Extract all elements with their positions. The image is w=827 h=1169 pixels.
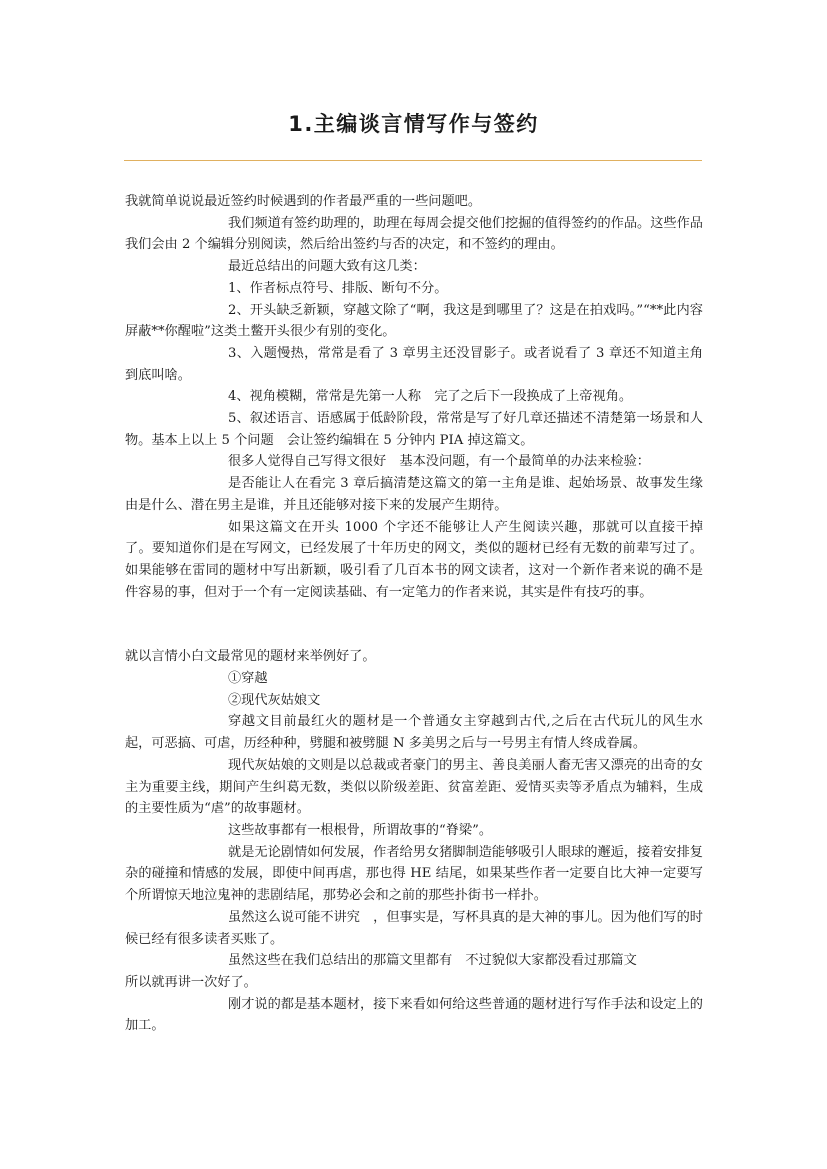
paragraph: 很多人觉得自己写得文很好 基本没问题，有一个最简单的办法来检验： xyxy=(228,454,650,470)
paragraph: 虽然这些在我们总结出的那篇文里都有 不过貌似大家都没看过那篇文 xyxy=(228,953,637,969)
list-item: ①穿越 xyxy=(228,671,268,687)
list-item: 1、作者标点符号、排版、断句不分。 xyxy=(228,280,448,296)
title-divider xyxy=(124,160,702,161)
paragraph: 这些故事都有一根根骨，所谓故事的“脊梁”。 xyxy=(228,822,493,838)
paragraph: 最近总结出的问题大致有这几类： xyxy=(228,259,426,275)
paragraph: 穿越文目前最红火的题材是一个普通女主穿越到古代,之后在古代玩儿的风生水起，可恶搞、可虐，历经种种，劈腿和被劈腿 N 多美男之后与一号男主有情人终成眷属。 xyxy=(125,714,703,752)
paragraph: 虽然这么说可能不讲究 ，但事实是，写杯具真的是大神的事儿。因为他们写的时候已经有很多读者买账了。 xyxy=(125,909,703,947)
paragraph: 我就简单说说最近签约时候遇到的作者最严重的一些问题吧。 xyxy=(125,194,482,209)
list-item: 5、叙述语言、语感属于低龄阶段，常常是写了好几章还描述不清楚第一场景和人物。基本上以上 5 个问题 会让签约编辑在 5 分钟内 PIA 掉这篇文。 xyxy=(125,411,703,448)
paragraph: 所以就再讲一次好了。 xyxy=(125,974,257,990)
paragraph: 现代灰姑娘的文则是以总裁或者豪门的男主、善良美丽人畜无害又漂亮的出奇的女主为重要主线，期间产生纠葛无数，类似以阶级差距、贫富差距、爱情买卖等矛盾点为辅料，生成的主要性质为“虐”的故事题材。 xyxy=(125,757,703,817)
page-title: 1.主编谈言情写作与签约 xyxy=(288,112,539,136)
list-item: 3、入题慢热，常常是看了 3 章男主还没冒影子。或者说看了 3 章还不知道主角到底叫啥。 xyxy=(125,345,703,383)
list-item: ②现代灰姑娘文 xyxy=(228,692,321,708)
paragraph: 刚才说的都是基本题材，接下来看如何给这些普通的题材进行写作手法和设定上的加工。 xyxy=(125,996,703,1034)
paragraph: 就是无论剧情如何发展，作者给男女猪脚制造能够吸引人眼球的邂逅，接着安排复杂的碰撞和情感的发展，即使中间再虐，那也得 HE 结尾，如果某些作者一定要自比大神一定要写个所谓惊天地泣鬼神的悲剧结尾，那势必会和之前的那些扑街书一样扑。 xyxy=(125,844,703,904)
section-gap xyxy=(125,603,703,646)
article-body xyxy=(125,191,703,1037)
paragraph: 如果这篇文在开头 1000 个字还不能够让人产生阅读兴趣，那就可以直接干掉了。要知道你们是在写网文，已经发展了十年历史的网文，类似的题材已经有无数的前辈写过了。如果能够在雷同的题材中写出新颖，吸引看了几百本书的网文读者，这对一个新作者来说的确不是件容易的事，但对于一个有一定阅读基础、有一定笔力的作者来说，其实是件有技巧的事。 xyxy=(125,519,703,600)
paragraph: 是否能让人在看完 3 章后搞清楚这篇文的第一主角是谁、起始场景、故事发生缘由是什么、潜在男主是谁，并且还能够对接下来的发展产生期待。 xyxy=(125,476,703,513)
paragraph: 就以言情小白文最常见的题材来举例好了。 xyxy=(125,649,376,665)
list-item: 2、开头缺乏新颖，穿越文除了“啊，我这是到哪里了？这是在拍戏吗。”“**此内容屏蔽**你醒啦”这类土鳖开头很少有别的变化。 xyxy=(125,302,703,340)
paragraph: 我们频道有签约助理的，助理在每周会提交他们挖掘的值得签约的作品。这些作品我们会由 2 个编辑分别阅读，然后给出签约与否的决定，和不签约的理由。 xyxy=(125,215,703,253)
list-item: 4、视角模糊，常常是先第一人称 完了之后下一段换成了上帝视角。 xyxy=(228,389,633,405)
